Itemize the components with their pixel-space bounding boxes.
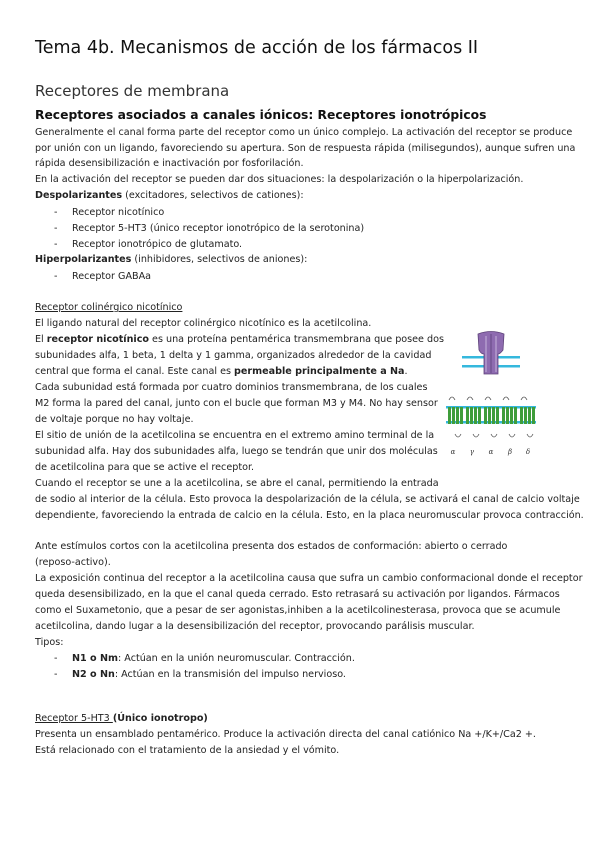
bullet: - [54,271,58,282]
paragraph-line: subunidades alfa, 1 beta, 1 delta y 1 gamma, organizados alrededor de la cavidad [35,350,432,361]
subsection-heading: Receptores asociados a canales iónicos: Receptores ionotrópicos [35,108,487,122]
subunit-delta [520,397,535,437]
paragraph-line: como el Suxametonio, que a pesar de ser agonistas,inhiben a la acetilcolinesterasa, provoca que se acumule [35,605,561,616]
ht3-heading [35,713,208,725]
depolarizantes-desc: (excitadores, selectivos de cationes): [122,190,304,201]
paragraph-line [35,366,408,378]
text-bold: permeable principalmente a Na [234,366,405,377]
paragraph-line: queda desensibilizado, en la que el canal queda cerrado. Esto retrasará su activación por ligandos. Fármacos [35,589,560,600]
text-span: es una proteína pentamérica transmembrana que posee dos [149,334,444,345]
paragraph-line: Generalmente el canal forma parte del receptor como un único complejo. La activación del receptor se produce [35,127,573,138]
paragraph-line: Ante estímulos cortos con la acetilcolina presenta dos estados de conformación: abierto o cerrado [35,541,508,552]
paragraph-line: Cada subunidad está formada por cuatro dominios transmembrana, de los cuales [35,382,428,393]
paragraph-line: El ligando natural del receptor colinérgico nicotínico es la acetilcolina. [35,318,372,329]
list-item: Receptor 5-HT3 (único receptor ionotrópico de la serotonina) [72,223,365,234]
list-item [72,669,346,680]
list-item: Receptor GABAa [72,271,152,282]
bullet: - [54,223,58,234]
tipos-label: Tipos: [35,637,64,648]
subunit-beta [502,397,517,437]
subunit-label: α [488,448,494,456]
hiperpolarizantes-line [35,254,307,266]
subunit-helices [448,397,535,437]
text-span: . [404,366,408,377]
depolarizantes-line [35,190,304,202]
bullet: - [54,669,58,680]
paragraph-line: El sitio de unión de la acetilcolina se encuentra en el extremo amino terminal de la [35,430,435,441]
text-bold: receptor nicotínico [46,334,149,345]
hiperpolarizantes-label: Hiperpolarizantes [35,254,132,265]
tipo-name: N2 o Nn [72,669,115,680]
section-heading: Receptores de membrana [35,82,230,100]
subunit-label: β [507,448,513,456]
list-item [72,653,355,664]
ht3-heading-bold: (Único ionotropo) [112,713,208,724]
tipo-name: N1 o Nm [72,653,119,664]
paragraph-line: de acetilcolina para que se active el receptor. [35,462,255,473]
paragraph-line: (reposo-activo). [35,557,111,568]
hiperpolarizantes-desc: (inhibidores, selectivos de aniones): [131,254,308,265]
text-span: El [35,334,47,345]
nicotinic-receptor-figure [440,330,540,460]
subunit-gamma [466,397,481,437]
bullet: - [54,239,58,250]
bullet: - [54,207,58,218]
paragraph-line [35,334,444,346]
subunit-alpha-1 [448,397,463,437]
paragraph-line: M2 forma la pared del canal, junto con el bucle que forman M3 y M4. No hay sensor [35,398,438,409]
subunit-label: δ [525,448,531,456]
page-title: Tema 4b. Mecanismos de acción de los fármacos II [35,38,479,58]
paragraph-line: Está relacionado con el tratamiento de la ansiedad y el vómito. [35,745,340,756]
paragraph-line: Cuando el receptor se une a la acetilcolina, se abre el canal, permitiendo la entrada [35,478,439,489]
paragraph-line: rápida desensibilización e inactivación por fosforilación. [35,158,304,169]
text-span: central que forma el canal. Este canal es [35,366,235,377]
paragraph-line: En la activación del receptor se pueden dar dos situaciones: la despolarización o la hiperpolarización. [35,174,524,185]
paragraph-line: La exposición continua del receptor a la acetilcolina causa que sufra un cambio conformacional donde el receptor [35,573,583,584]
list-item: Receptor nicotínico [72,207,165,218]
tipo-desc: : Actúan en la transmisión del impulso nervioso. [114,669,346,680]
depolarizantes-label: Despolarizantes [35,190,123,201]
tipo-desc: : Actúan en la unión neuromuscular. Contracción. [118,653,355,664]
subunit-alpha-2 [484,397,499,437]
paragraph-line: acetilcolina, dando lugar a la desensibilización del receptor, provocando parálisis muscular. [35,621,475,632]
subunit-label: γ [469,448,475,456]
ht3-heading-underlined: Receptor 5-HT3 [35,713,113,724]
paragraph-line: subunidad alfa. Hay dos subunidades alfa, luego se tendrán que unir dos moléculas [35,446,438,457]
bullet: - [54,653,58,664]
paragraph-line: de sodio al interior de la célula. Esto provoca la despolarización de la célula, se activará el canal de calcio voltaje [35,494,580,505]
list-item: Receptor ionotrópico de glutamato. [72,239,243,250]
nicotinico-heading: Receptor colinérgico nicotínico [35,302,183,313]
subunit-label: α [450,448,456,456]
paragraph-line: Presenta un ensamblado pentamérico. Produce la activación directa del canal catiónico Na +/K+/Ca2 +. [35,729,536,740]
paragraph-line: por unión con un ligando, favoreciendo su apertura. Son de respuesta rápida (milisegundos), aunque sufren una [35,143,576,154]
receptor-body-icon [478,332,504,375]
paragraph-line: de voltaje porque no hay voltaje. [35,414,194,425]
paragraph-line: dependiente, favoreciendo la entrada de calcio en la célula. Esto, en la placa neuromuscular provoca contracción. [35,510,584,521]
